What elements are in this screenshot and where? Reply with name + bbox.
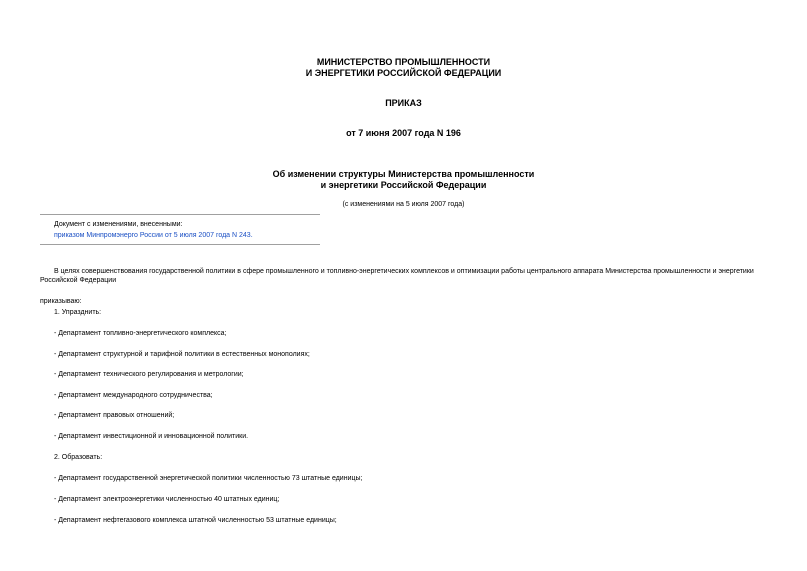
list-item: - Департамент международного сотрудничества;	[54, 392, 213, 399]
order-subject-line1: Об изменении структуры Министерства промышленности	[272, 169, 535, 179]
amending-order-link[interactable]: приказом Минпромэнерго России от 5 июля 2007 года N 243.	[54, 232, 253, 239]
changes-box	[54, 219, 253, 241]
amended-note: (с изменениями на 5 июля 2007 года)	[342, 201, 465, 208]
list-item: - Департамент нефтегазового комплекса штатной численностью 53 штатные единицы;	[54, 517, 337, 524]
list-item: - Департамент структурной и тарифной политики в естественных монополиях;	[54, 351, 310, 358]
order-subject-line2: и энергетики Российской Федерации	[320, 180, 487, 190]
item1-title: 1. Упразднить:	[54, 309, 102, 316]
orders-word: приказываю:	[40, 298, 82, 305]
ministry-title	[0, 57, 807, 79]
order-subject	[0, 169, 807, 191]
list-item: - Департамент технического регулирования и метрологии;	[54, 371, 244, 378]
list-item: - Департамент государственной энергетической политики численностью 73 штатные единицы;	[54, 475, 363, 482]
changes-divider-top	[40, 214, 320, 215]
list-item: - Департамент инвестиционной и инновационной политики.	[54, 433, 249, 440]
list-item: - Департамент правовых отношений;	[54, 412, 175, 419]
changes-divider-bottom	[40, 244, 320, 245]
ministry-title-line1: МИНИСТЕРСТВО ПРОМЫШЛЕННОСТИ	[316, 57, 491, 67]
list-item: - Департамент электроэнергетики численностью 40 штатных единиц;	[54, 496, 280, 503]
order-date: от 7 июня 2007 года N 196	[346, 128, 461, 138]
intro-paragraph: В целях совершенствования государственной политики в сфере промышленного и топливно-энергетических комплексов и оптимизации работы центрального аппарата Министерства промышленности и энергетики Российской Федерации	[40, 268, 754, 284]
list-item: - Департамент топливно-энергетического комплекса;	[54, 330, 227, 337]
item2-title: 2. Образовать:	[54, 454, 103, 461]
order-heading: ПРИКАЗ	[385, 98, 422, 108]
ministry-title-line2: И ЭНЕРГЕТИКИ РОССИЙСКОЙ ФЕДЕРАЦИИ	[305, 68, 502, 78]
changes-label: Документ с изменениями, внесенными:	[54, 221, 183, 228]
